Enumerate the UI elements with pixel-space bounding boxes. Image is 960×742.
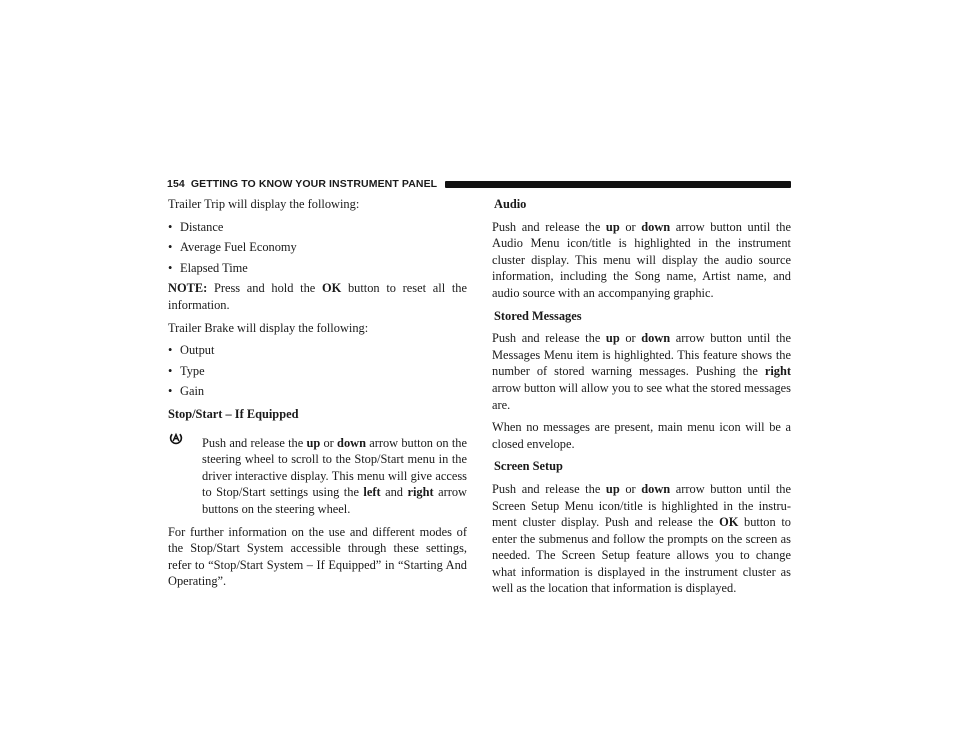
list-item: • Elapsed Time (168, 260, 248, 275)
stop-start-paragraph: Push and release the up or down arrow button on the steering wheel to scroll to the Stop/Start menu in the driver interactive display. This menu will give access to Stop/Start settings using the left and right arrow buttons on the steering wheel. (168, 435, 467, 518)
stored-messages-heading: Stored Messages (494, 308, 582, 323)
list-item: • Type (168, 363, 205, 378)
header-rule (445, 181, 791, 188)
list-item: • Gain (168, 384, 205, 399)
left-column (168, 196, 467, 596)
stop-start-icon (168, 430, 184, 446)
section-title: GETTING TO KNOW YOUR INSTRUMENT PANEL (190, 178, 438, 190)
trailer-brake-intro: Trailer Brake will display the following: (168, 320, 369, 335)
right-column (492, 196, 791, 603)
stored-messages-paragraph: Push and release the up or down arrow button until the Messages Menu item is highlighted. This feature shows the number of stored warning messages. Pushing the right arrow button will allow you to see what the stored messages are. (492, 331, 791, 412)
list-item: • Distance (168, 219, 224, 234)
list-item: • Average Fuel Economy (168, 240, 297, 255)
audio-heading: Audio (494, 197, 527, 211)
trailer-trip-intro: Trailer Trip will display the following: (168, 197, 360, 211)
stop-start-more-info: For further information on the use and different modes of the Stop/Start System accessible through these settings, refer to “Stop/Start System – If Equipped” in “Starting And Operating”. (168, 524, 467, 589)
note-paragraph: NOTE: Press and hold the OK button to reset all the information. (168, 281, 467, 312)
list-item: • Output (168, 343, 215, 358)
screen-setup-heading: Screen Setup (494, 459, 563, 474)
audio-paragraph: Push and release the up or down arrow button until the Audio Menu icon/title is highlighted in the instrument cluster display. This menu will display the audio source information, including the Song name, Artist name, and audio source with an accompanying graphic. (492, 219, 791, 300)
page-header (167, 178, 791, 190)
screen-setup-paragraph: Push and release the up or down arrow button until the Screen Setup Menu icon/title is highlighted in the instru-ment cluster display. Push and release the OK button to enter the submenus and follow the prompts on the screen as needed. The Screen Setup feature allows you to change what information is displayed in the instrument cluster as well as the location that information is displayed. (492, 481, 791, 596)
stop-start-heading: Stop/Start – If Equipped (168, 406, 299, 421)
page-number: 154 (167, 178, 185, 190)
stored-messages-note: When no messages are present, main menu icon will be a closed envelope. (492, 420, 791, 451)
